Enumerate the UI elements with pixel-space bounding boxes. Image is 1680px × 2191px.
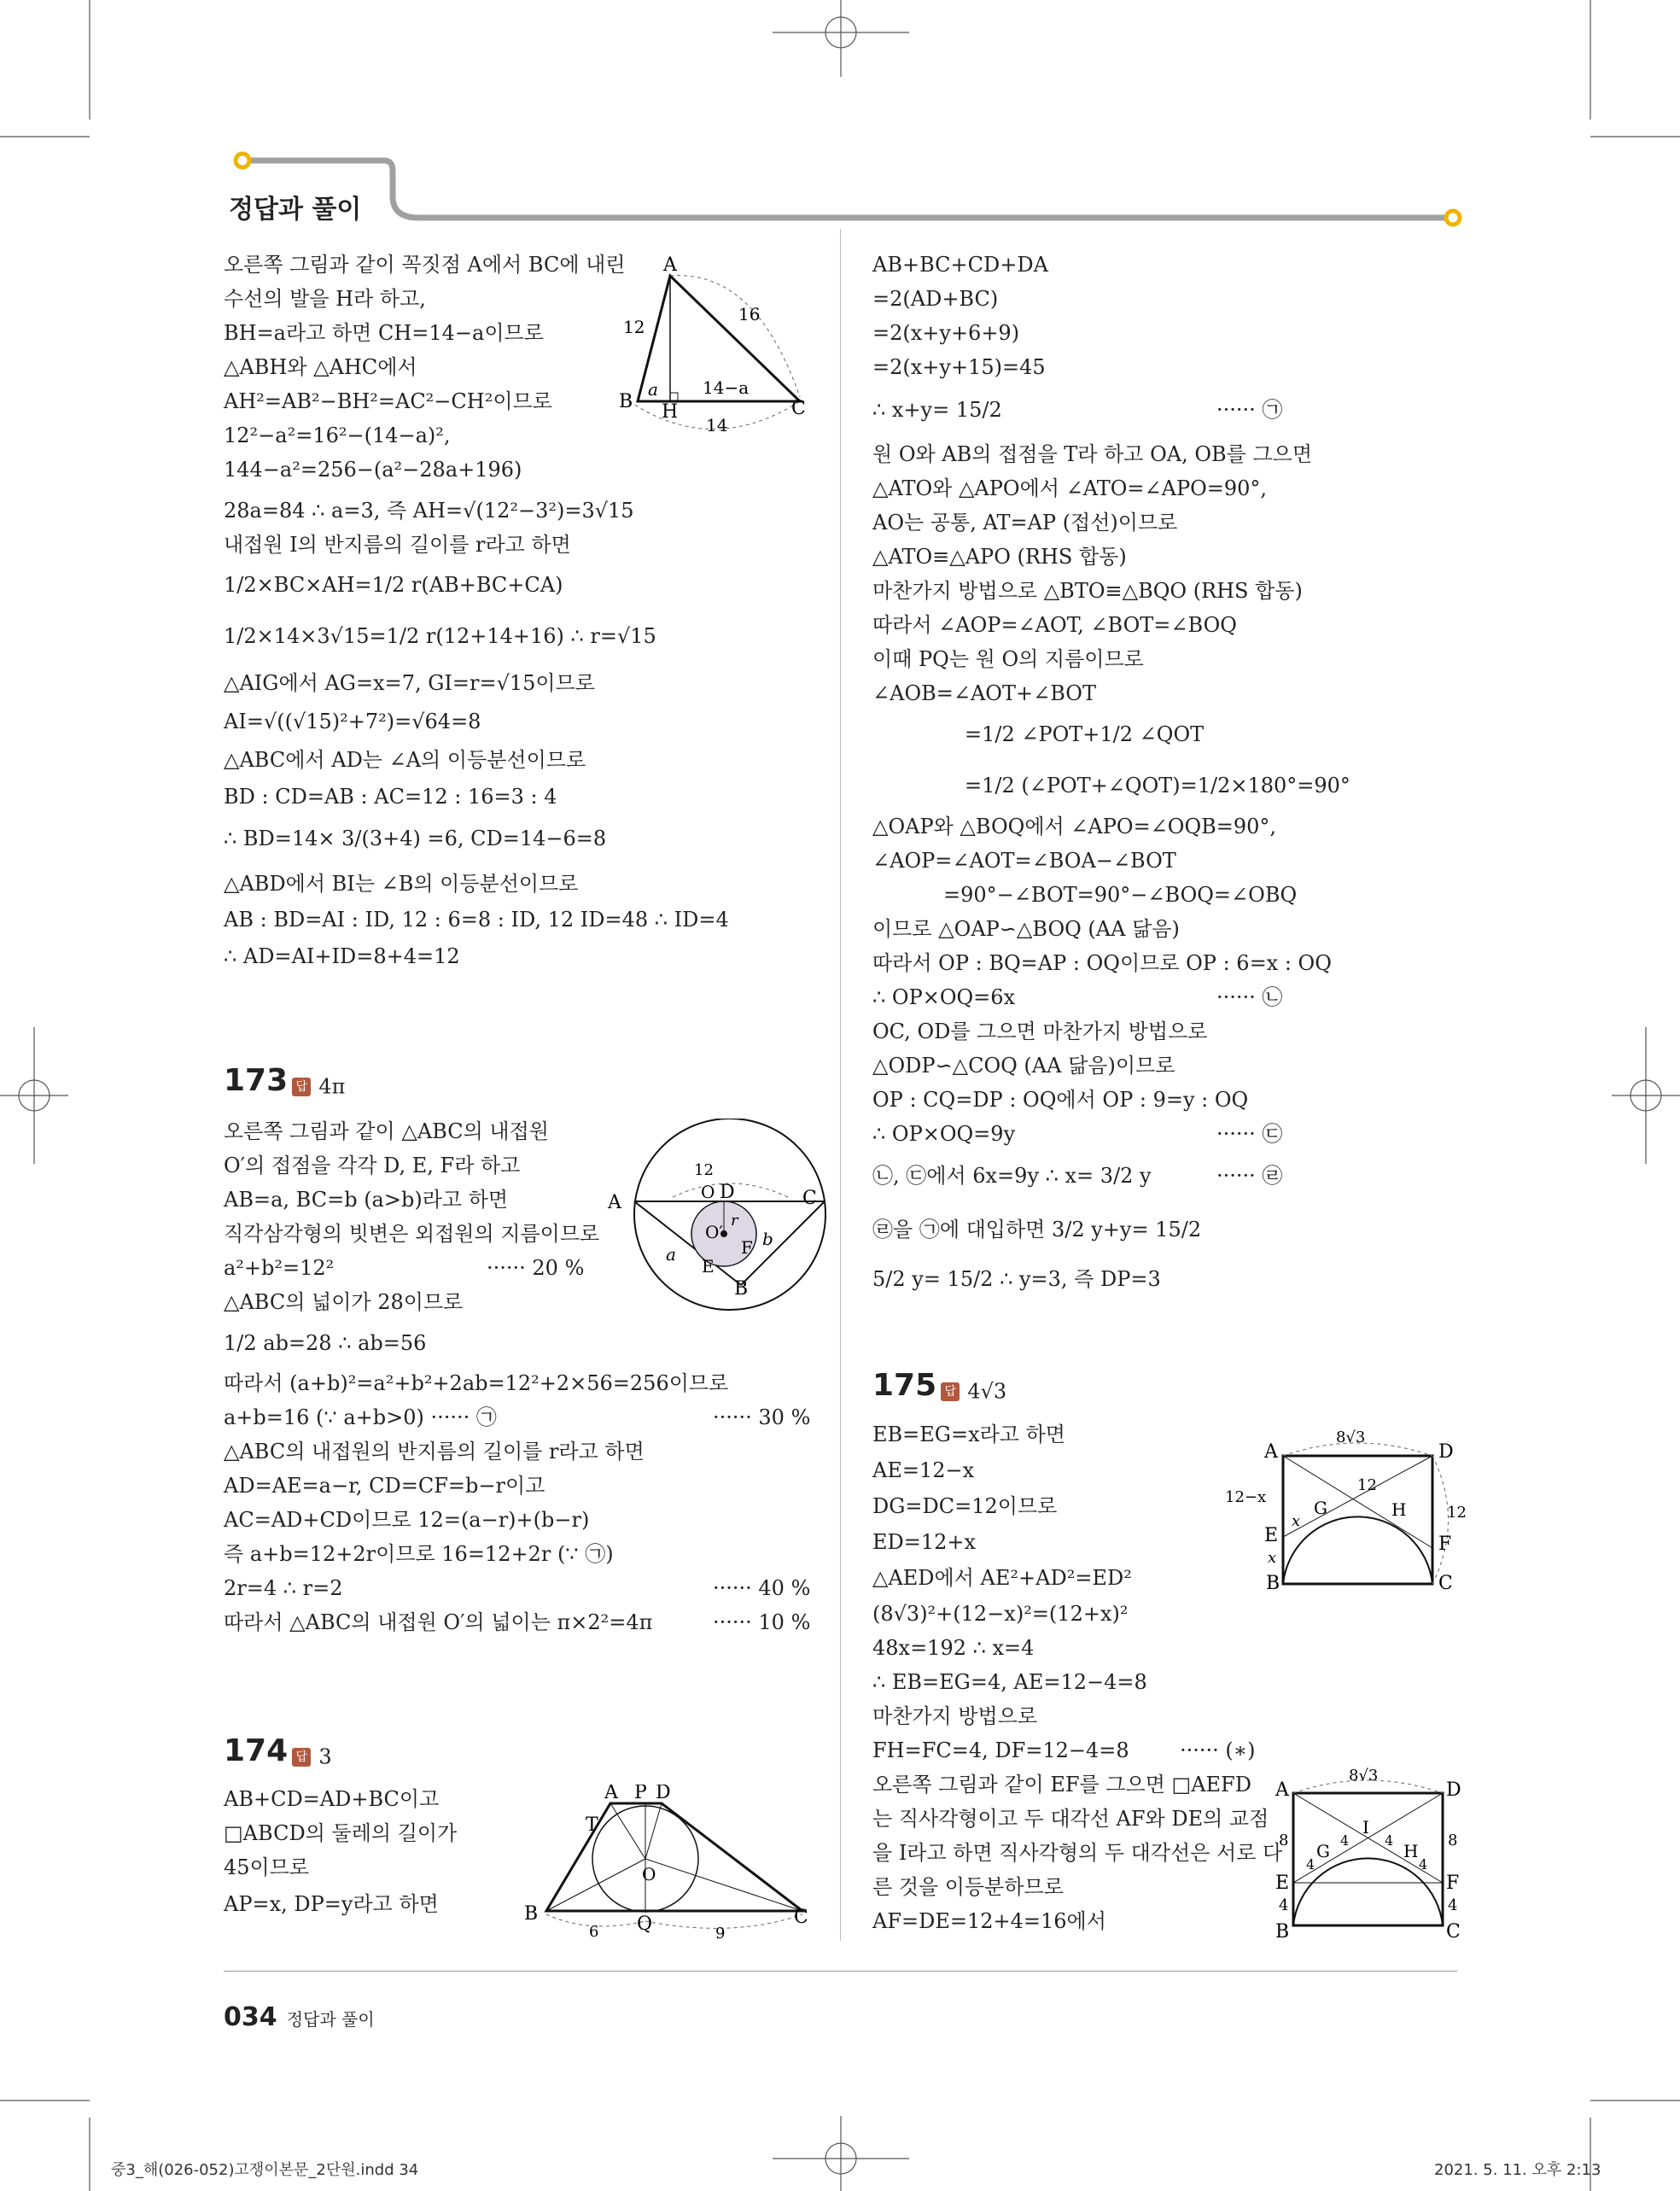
answer-value: 4π — [318, 1074, 346, 1099]
label-D: D — [720, 1182, 735, 1203]
intro-line: 오른쪽 그림과 같이 꼭짓점 A에서 BC에 내린 — [224, 253, 626, 277]
sol-line: AB+BC+CD+DA — [872, 253, 1048, 277]
label-B: B — [524, 1903, 539, 1925]
label-l8: 8 — [1279, 1832, 1289, 1849]
label-9: 9 — [715, 1925, 726, 1943]
problem-174-heading — [224, 1733, 332, 1769]
p173-line: 1/2 ab=28 ∴ ab=56 — [224, 1331, 427, 1355]
label-A: A — [608, 1192, 621, 1213]
p175-line: ∴ EB=EG=4, AE=12−4=8 — [872, 1670, 1147, 1694]
p173-line: AC=AD+CD이므로 12=(a−r)+(b−r) — [224, 1508, 590, 1532]
label-G: G — [1316, 1841, 1330, 1861]
label-B: B — [1275, 1921, 1290, 1943]
p173-line: △ABC의 내접원의 반지름의 길이를 r라고 하면 — [224, 1440, 645, 1464]
sol-line: ∴ OP×OQ=9y — [872, 1122, 1016, 1146]
p173-line: 오른쪽 그림과 같이 △ABC의 내접원 — [224, 1119, 549, 1143]
sol-line: ∠AOP=∠AOT=∠BOA−∠BOT — [872, 849, 1176, 873]
label-G: G — [1314, 1498, 1327, 1518]
sol-line: △ODP∽△COQ (AA 닮음)이므로 — [872, 1054, 1175, 1078]
label-E: E — [1264, 1525, 1279, 1546]
p175-line: 는 직사각형이고 두 대각선 AF와 DE의 교점 — [872, 1807, 1269, 1831]
file-info: 중3_해(026-052)고쟁이본문_2단원.indd 34 — [111, 2161, 419, 2179]
answer-value: 4√3 — [967, 1379, 1007, 1404]
label-6: 6 — [589, 1923, 599, 1941]
equation-mark: ······ ㉢ — [1216, 1122, 1283, 1146]
intro-line: 12²−a²=16²−(14−a)², — [224, 424, 451, 447]
label-F: F — [1446, 1873, 1460, 1894]
intro-line: BD : CD=AB : AC=12 : 16=3 : 4 — [224, 785, 557, 809]
label-B: B — [1266, 1573, 1280, 1594]
label-i4a: 4 — [1340, 1832, 1350, 1849]
intro-line: 1/2×BC×AH=1/2 r(AB+BC+CA) — [224, 573, 563, 597]
sol-line: =2(x+y+6+9) — [872, 321, 1020, 345]
label-B: B — [734, 1278, 749, 1300]
p175-line: EB=EG=x라고 하면 — [872, 1423, 1065, 1446]
label-D: D — [656, 1785, 671, 1803]
intro-line: AI=√((√15)²+7²)=√64=8 — [224, 710, 481, 733]
incircle-diagram — [604, 1119, 826, 1315]
trapezoid-diagram — [521, 1785, 820, 1943]
label-A: A — [604, 1785, 618, 1803]
intro-line: 144−a²=256−(a²−28a+196) — [224, 458, 522, 482]
p173-line: AB=a, BC=b (a>b)라고 하면 — [224, 1188, 509, 1212]
p173-line: a+b=16 (∵ a+b>0) ······ ㉠ — [224, 1405, 497, 1429]
sol-line: 마찬가지 방법으로 △BTO≡△BQO (RHS 합동) — [872, 579, 1303, 603]
label-r8: 8 — [1448, 1832, 1458, 1849]
label-cm: 14−a — [703, 377, 750, 398]
triangle-diagram — [610, 252, 824, 448]
sol-line: OP : CQ=DP : OQ에서 OP : 9=y : OQ — [872, 1088, 1249, 1112]
sol-line: △OAP와 △BOQ에서 ∠APO=∠OQB=90°, — [872, 815, 1277, 838]
answer-badge: 답 — [292, 1748, 311, 1767]
sol-line: ㉡, ㉢에서 6x=9y ∴ x= 3/2 y — [872, 1164, 1152, 1188]
label-12: 12 — [694, 1161, 714, 1179]
equation-mark: ······ ㉣ — [1216, 1164, 1283, 1188]
label-r4: 4 — [1448, 1896, 1458, 1914]
label-x1: x — [1292, 1512, 1301, 1530]
intro-line: 1/2×14×3√15=1/2 r(12+14+16) ∴ r=√15 — [224, 624, 656, 648]
intro-line: AB : BD=AI : ID, 12 : 6=8 : ID, 12 ID=48 ∴ ID=4 — [224, 908, 729, 932]
sol-line: 이므로 △OAP∽△BOQ (AA 닮음) — [872, 917, 1180, 941]
equation-mark: ······ ㉠ — [1216, 398, 1283, 422]
score-mark: ······ 40 % — [713, 1576, 811, 1600]
label-l4: 4 — [1279, 1896, 1289, 1914]
sol-line: =2(AD+BC) — [872, 287, 999, 311]
p173-line: △ABC의 넓이가 28이므로 — [224, 1290, 464, 1314]
print-timestamp: 2021. 5. 11. 오후 2:13 — [1434, 2161, 1601, 2179]
label-D: D — [1446, 1779, 1461, 1801]
problem-number: 173 — [224, 1063, 289, 1098]
p174-line: AB+CD=AD+BC이고 — [224, 1787, 440, 1811]
label-H: H — [662, 401, 679, 423]
label-C: C — [1438, 1573, 1453, 1594]
label-top: 8√3 — [1349, 1767, 1379, 1785]
sol-line: AO는 공통, AT=AP (접선)이므로 — [872, 511, 1178, 535]
sol-line: 원 O와 AB의 접점을 T라 하고 OA, OB를 그으면 — [872, 442, 1313, 466]
p173-line: 2r=4 ∴ r=2 — [224, 1576, 343, 1600]
problem-number: 175 — [872, 1368, 937, 1403]
label-C: C — [794, 1907, 808, 1928]
sol-line: 따라서 ∠AOP=∠AOT, ∠BOT=∠BOQ — [872, 613, 1237, 637]
label-E: E — [1275, 1873, 1290, 1894]
page-title: 정답과 풀이 — [229, 195, 362, 225]
p173-line: 따라서 △ABC의 내접원 O′의 넓이는 π×2²=4π — [224, 1610, 653, 1634]
label-a: a — [648, 379, 658, 400]
label-Op: O′ — [705, 1222, 723, 1242]
label-C: C — [802, 1188, 817, 1209]
label-A: A — [1264, 1441, 1278, 1463]
problem-173-heading — [224, 1063, 345, 1099]
star-mark: ······ (∗) — [1180, 1738, 1256, 1762]
intro-line: △ABH와 △AHC에서 — [224, 355, 417, 379]
intro-line: ∴ AD=AI+ID=8+4=12 — [224, 944, 460, 968]
p173-line: a²+b²=12² — [224, 1256, 335, 1280]
label-H: H — [1391, 1499, 1407, 1520]
label-g4: 4 — [1306, 1856, 1315, 1873]
p175-line: AF=DE=12+4=16에서 — [872, 1909, 1106, 1933]
answer-value: 3 — [318, 1744, 332, 1769]
p175-line: △AED에서 AE²+AD²=ED² — [872, 1566, 1132, 1590]
sol-line: ∠AOB=∠AOT+∠BOT — [872, 681, 1096, 705]
intro-line: AH²=AB²−BH²=AC²−CH²이므로 — [224, 389, 552, 413]
p173-line: O′의 접점을 각각 D, E, F라 하고 — [224, 1154, 521, 1177]
intro-line: ∴ BD=14× 3/(3+4) =6, CD=14−6=8 — [224, 827, 607, 850]
sol-line: =1/2 (∠POT+∠QOT)=1/2×180°=90° — [965, 774, 1350, 798]
label-ab: 12 — [623, 317, 645, 337]
intro-line: △AIG에서 AG=x=7, GI=r=√15이므로 — [224, 671, 595, 695]
p175-line: 48x=192 ∴ x=4 — [872, 1636, 1035, 1660]
label-D: D — [1438, 1441, 1454, 1463]
label-top: 8√3 — [1336, 1429, 1366, 1446]
label-A: A — [1275, 1779, 1289, 1801]
sol-line: =2(x+y+15)=45 — [872, 355, 1046, 379]
label-I: I — [1362, 1817, 1369, 1838]
p174-line: □ABCD의 둘레의 길이가 — [224, 1821, 458, 1845]
p175-line: AE=12−x — [872, 1458, 975, 1482]
sol-line: 5/2 y= 15/2 ∴ y=3, 즉 DP=3 — [872, 1267, 1161, 1291]
label-i4b: 4 — [1385, 1832, 1394, 1849]
page-number: 034 — [224, 2002, 277, 2032]
label-a: a — [666, 1244, 676, 1265]
label-left: 12−x — [1225, 1488, 1267, 1506]
intro-line: △ABC에서 AD는 ∠A의 이등분선이므로 — [224, 748, 586, 772]
label-ac: 16 — [738, 304, 761, 324]
label-x2: x — [1268, 1549, 1277, 1567]
p173-line: 즉 a+b=12+2r이므로 16=12+2r (∵ ㉠) — [224, 1542, 614, 1566]
sol-line: =90°−∠BOT=90°−∠BOQ=∠OBQ — [943, 883, 1298, 907]
rectangle-diagram-2 — [1263, 1763, 1477, 1943]
page-label: 정답과 풀이 — [286, 2009, 375, 2030]
label-B: B — [619, 391, 633, 412]
label-right: 12 — [1447, 1504, 1467, 1522]
sol-line: 이때 PQ는 원 O의 지름이므로 — [872, 647, 1144, 671]
p175-line: ED=12+x — [872, 1530, 977, 1554]
problem-175-heading — [872, 1368, 1006, 1404]
score-mark: ······ 10 % — [713, 1610, 811, 1634]
label-O: O — [701, 1182, 715, 1202]
label-h4: 4 — [1419, 1856, 1428, 1873]
p173-line: AD=AE=a−r, CD=CF=b−r이고 — [224, 1474, 545, 1498]
intro-line: △ABD에서 BI는 ∠B의 이등분선이므로 — [224, 872, 579, 896]
sol-line: =1/2 ∠POT+1/2 ∠QOT — [965, 722, 1205, 746]
rectangle-diagram-1 — [1225, 1422, 1473, 1597]
intro-line: BH=a라고 하면 CH=14−a이므로 — [224, 321, 544, 345]
problem-number: 174 — [224, 1733, 289, 1768]
equation-mark: ······ ㉡ — [1216, 985, 1283, 1009]
p175-line: 마찬가지 방법으로 — [872, 1704, 1038, 1728]
p175-line: 을 I라고 하면 직사각형의 두 대각선은 서로 다 — [872, 1841, 1283, 1865]
label-E: E — [702, 1256, 715, 1277]
intro-line: 28a=84 ∴ a=3, 즉 AH=√(12²−3²)=3√15 — [224, 499, 634, 523]
p174-line: AP=x, DP=y라고 하면 — [224, 1892, 439, 1916]
label-H: H — [1403, 1841, 1419, 1861]
label-T: T — [586, 1814, 598, 1836]
p175-line: FH=FC=4, DF=12−4=8 — [872, 1738, 1129, 1762]
intro-line: 내접원 I의 반지름의 길이를 r라고 하면 — [224, 533, 571, 557]
label-A: A — [663, 254, 677, 276]
p175-line: DG=DC=12이므로 — [872, 1494, 1058, 1518]
answer-badge: 답 — [292, 1078, 311, 1096]
label-bc: 14 — [706, 415, 728, 435]
intro-line: 수선의 발을 H라 하고, — [224, 287, 426, 311]
sol-line: △ATO≡△APO (RHS 합동) — [872, 545, 1127, 569]
label-diag: 12 — [1357, 1476, 1377, 1494]
p175-line: 른 것을 이등분하므로 — [872, 1875, 1064, 1899]
p175-line: 오른쪽 그림과 같이 EF를 그으면 □AEFD — [872, 1773, 1251, 1797]
page-footer — [224, 2002, 375, 2032]
label-F: F — [741, 1237, 753, 1258]
sol-line: △ATO와 △APO에서 ∠ATO=∠APO=90°, — [872, 476, 1268, 500]
p173-line: 따라서 (a+b)²=a²+b²+2ab=12²+2×56=256이므로 — [224, 1371, 729, 1395]
sol-line: ∴ x+y= 15/2 — [872, 398, 1002, 422]
sol-line: 따라서 OP : BQ=AP : OQ이므로 OP : 6=x : OQ — [872, 951, 1332, 975]
label-b: b — [762, 1229, 773, 1249]
sol-line: ㉣을 ㉠에 대입하면 3/2 y+y= 15/2 — [872, 1218, 1202, 1242]
label-Q: Q — [637, 1913, 653, 1935]
label-P: P — [634, 1785, 647, 1803]
label-F: F — [1438, 1534, 1452, 1555]
score-mark: ······ 30 % — [713, 1405, 811, 1429]
sol-line: ∴ OP×OQ=6x — [872, 985, 1016, 1009]
header-decoration — [213, 145, 1468, 239]
label-r: r — [731, 1212, 738, 1230]
column-divider — [840, 229, 841, 1941]
sol-line: OC, OD를 그으면 마찬가지 방법으로 — [872, 1020, 1208, 1043]
label-C: C — [791, 398, 806, 419]
label-O: O — [642, 1864, 656, 1884]
answer-badge: 답 — [941, 1382, 960, 1401]
label-C: C — [1446, 1921, 1461, 1943]
p174-line: 45이므로 — [224, 1855, 310, 1879]
p175-line: (8√3)²+(12−x)²=(12+x)² — [872, 1602, 1129, 1626]
p173-line: 직각삼각형의 빗변은 외접원의 지름이므로 — [224, 1222, 600, 1246]
score-mark: ······ 20 % — [487, 1256, 585, 1280]
footer-rule — [224, 1971, 1457, 1972]
